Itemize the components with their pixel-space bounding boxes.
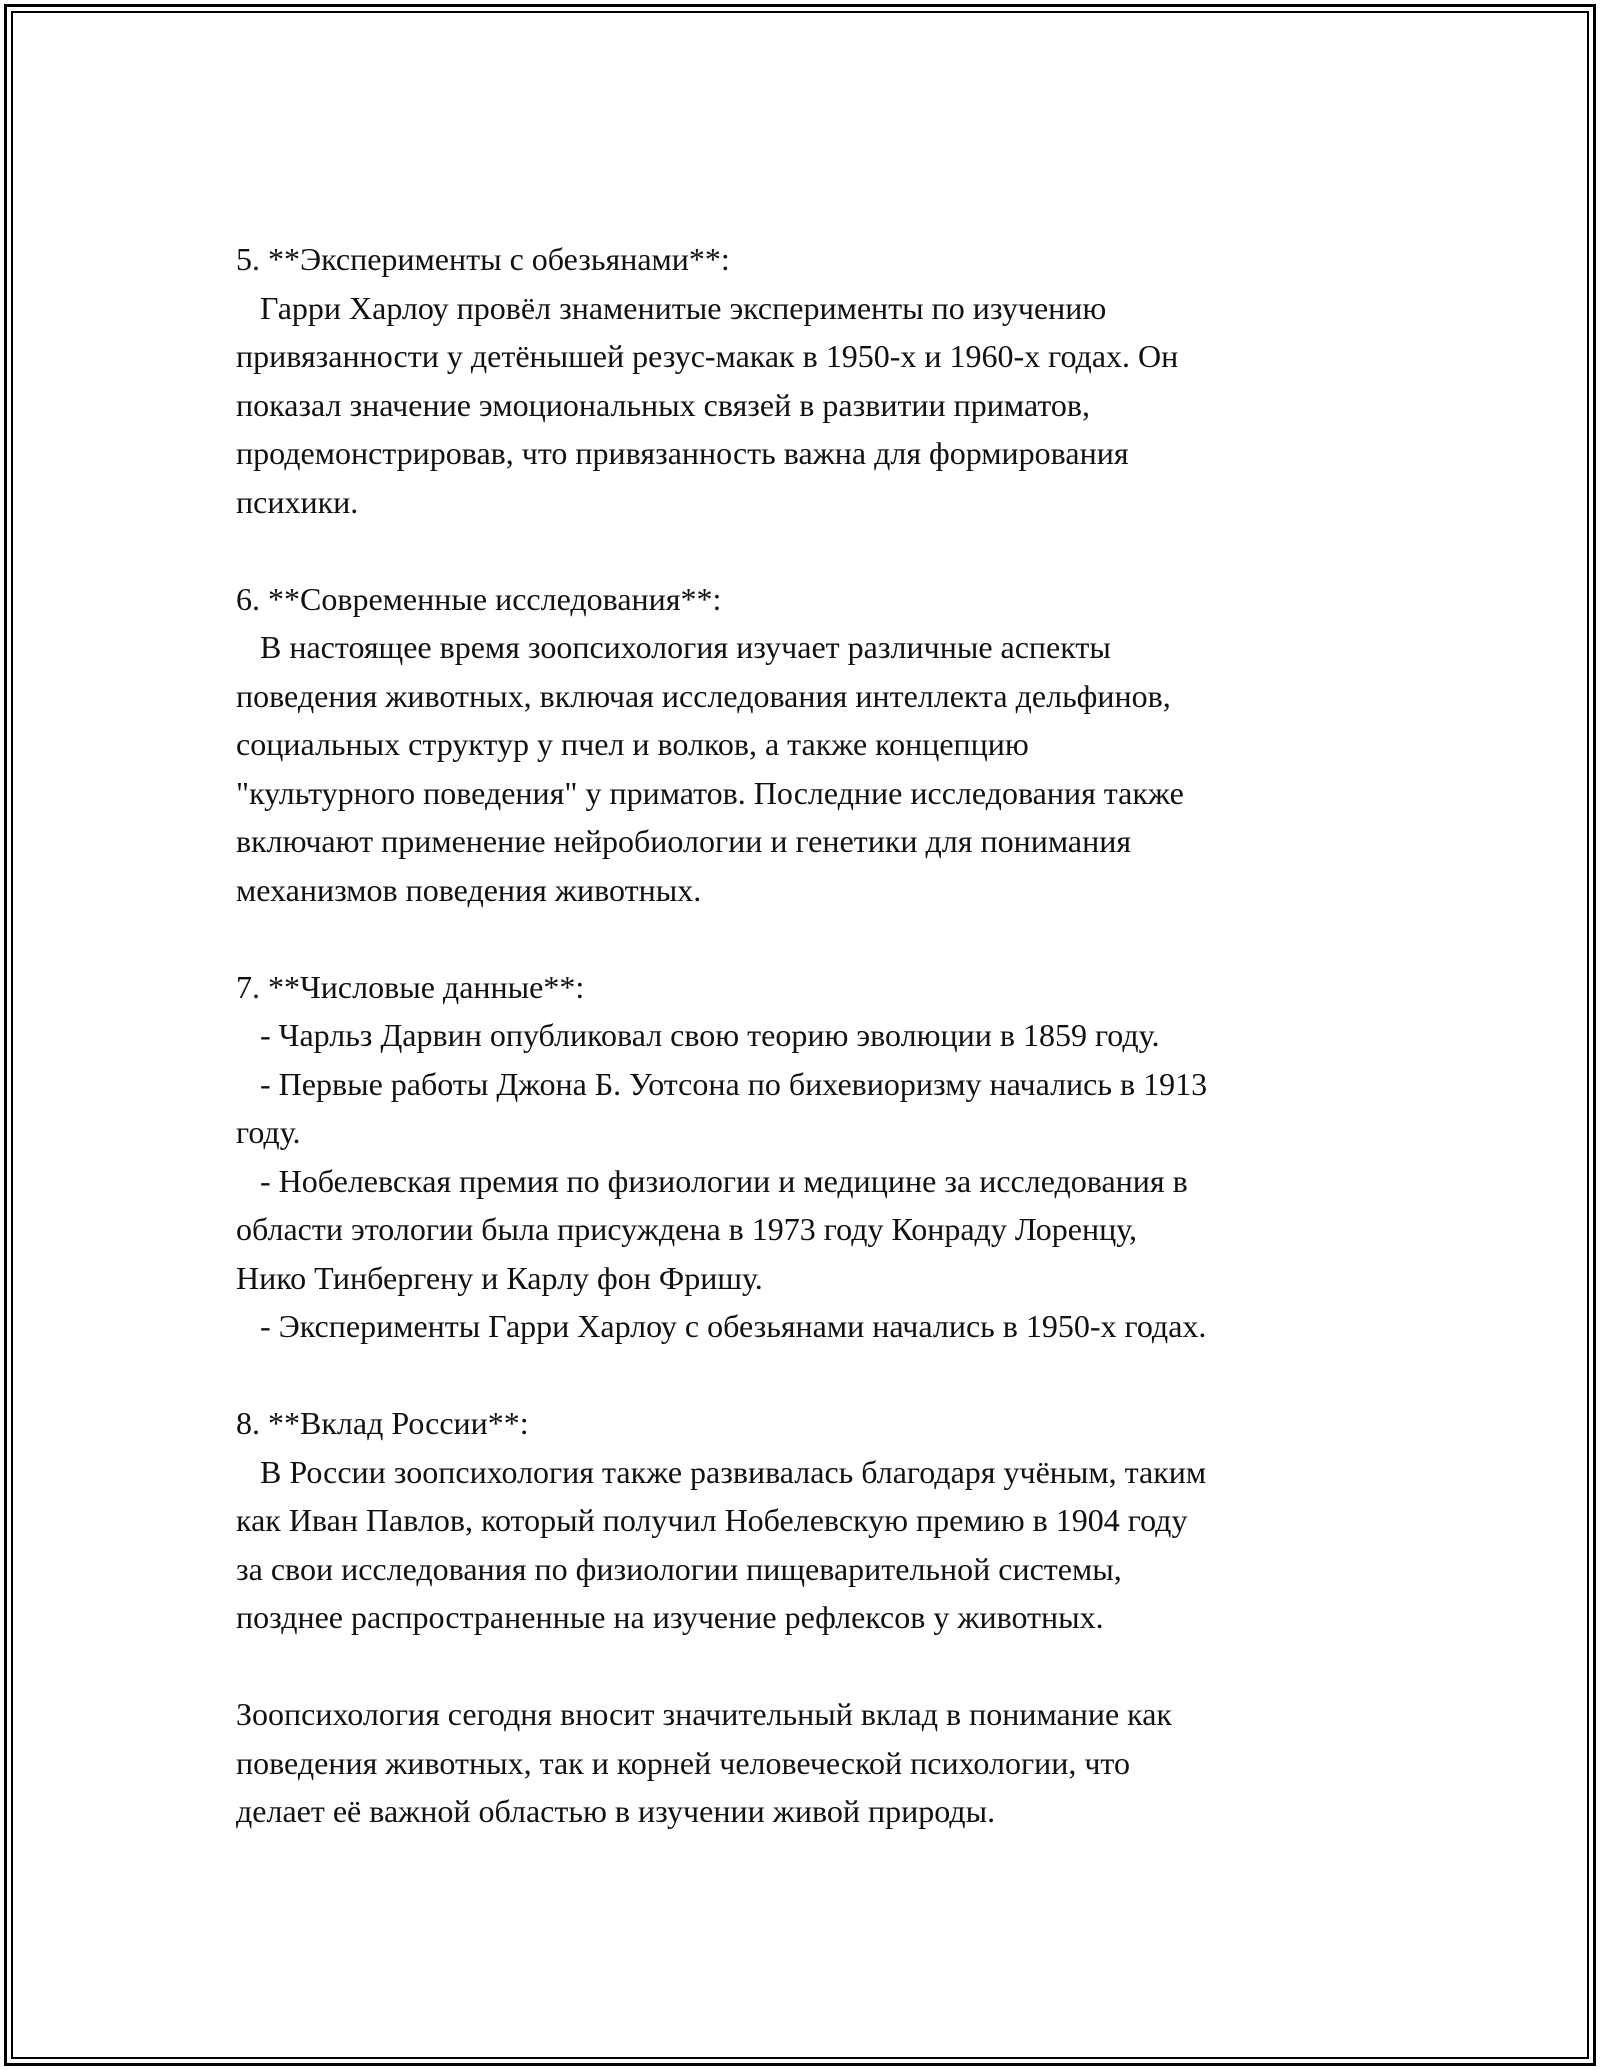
section-heading: 8. **Вклад России**: <box>236 1405 529 1441</box>
paragraph-line: показал значение эмоциональных связей в развитии приматов, <box>236 386 1090 423</box>
paragraph-line: привязанности у детёнышей резус-макак в 1950-х и 1960-х годах. Он <box>236 338 1179 374</box>
paragraph-line: делает её важной областью в изучении живой природы. <box>236 1793 996 1829</box>
paragraph-line: как Иван Павлов, который получил Нобелевскую премию в 1904 году <box>236 1502 1188 1538</box>
list-item-line: - Чарльз Дарвин опубликовал свою теорию эволюции в 1859 году. <box>236 1017 1160 1053</box>
list-item-line: - Первые работы Джона Б. Уотсона по бихевиоризму начались в 1913 <box>236 1065 1208 1102</box>
paragraph-line: продемонстрировав, что привязанность важна для формирования <box>236 435 1129 471</box>
blank-line <box>236 1351 1400 1400</box>
paragraph-line: за свои исследования по физиологии пищеварительной системы, <box>236 1550 1122 1587</box>
list-item-line: Нико Тинбергену и Карлу фон Фришу. <box>236 1259 763 1296</box>
paragraph-line: позднее распространенные на изучение рефлексов у животных. <box>236 1599 1104 1635</box>
paragraph-line: социальных структур у пчел и волков, а также концепцию <box>236 726 1029 762</box>
list-item-line: области этологии была присуждена в 1973 году Конраду Лоренцу, <box>236 1211 1137 1247</box>
section-russia-contribution <box>236 1399 1400 1642</box>
section-experiments-monkeys <box>236 235 1400 526</box>
document-body <box>236 235 1400 1836</box>
list-item-line: - Нобелевская премия по физиологии и медицине за исследования в <box>236 1162 1188 1199</box>
paragraph-line: поведения животных, так и корней человеческой психологии, что <box>236 1744 1130 1781</box>
section-numerical-data <box>236 963 1400 1351</box>
paragraph-line: В России зоопсихология также развивалась благодаря учёным, таким <box>236 1453 1207 1490</box>
paragraph-line: Гарри Харлоу провёл знаменитые эксперименты по изучению <box>236 289 1107 326</box>
conclusion-paragraph <box>236 1690 1400 1836</box>
section-heading: 6. **Современные исследования**: <box>236 580 722 617</box>
section-heading: 5. **Эксперименты с обезьянами**: <box>236 241 730 277</box>
paragraph-line: В настоящее время зоопсихология изучает различные аспекты <box>236 629 1111 665</box>
section-heading: 7. **Числовые данные**: <box>236 968 585 1005</box>
blank-line <box>236 914 1400 963</box>
paragraph-line: психики. <box>236 483 359 520</box>
blank-line <box>236 526 1400 575</box>
blank-line <box>236 1642 1400 1691</box>
paragraph-line: механизмов поведения животных. <box>236 871 702 908</box>
section-modern-research <box>236 575 1400 915</box>
paragraph-line: включают применение нейробиологии и генетики для понимания <box>236 823 1132 859</box>
list-item-line: году. <box>236 1114 301 1150</box>
list-item-line: - Эксперименты Гарри Харлоу с обезьянами начались в 1950-х годах. <box>236 1308 1207 1344</box>
paragraph-line: "культурного поведения" у приматов. Последние исследования также <box>236 774 1184 811</box>
paragraph-line: Зоопсихология сегодня вносит значительный вклад в понимание как <box>236 1696 1172 1732</box>
paragraph-line: поведения животных, включая исследования интеллекта дельфинов, <box>236 677 1171 714</box>
